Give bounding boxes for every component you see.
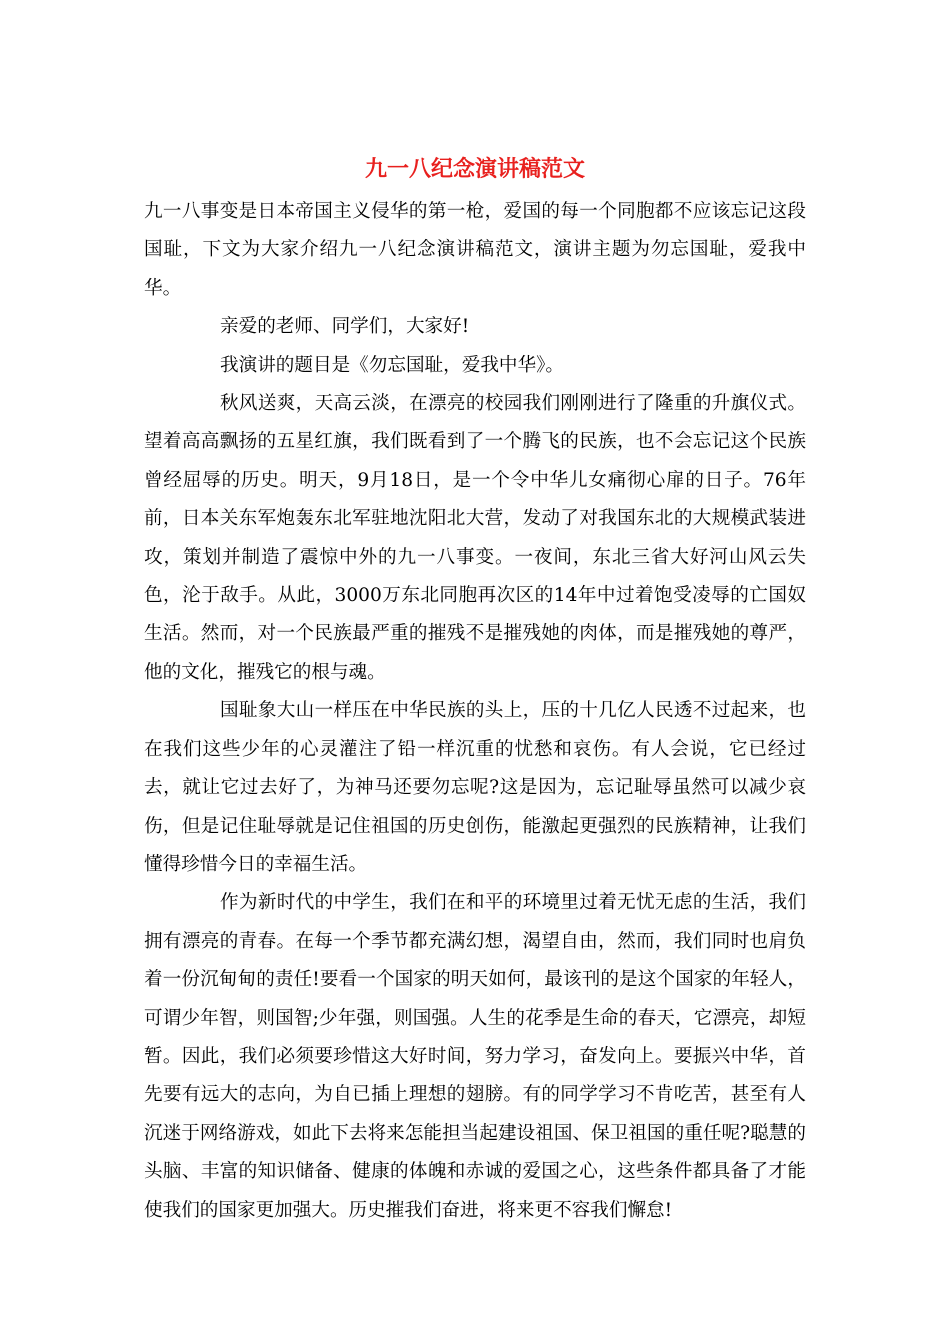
paragraph-topic: 我演讲的题目是《勿忘国耻，爱我中华》。 bbox=[220, 354, 564, 376]
paragraph-greeting: 亲爱的老师、同学们，大家好! bbox=[220, 316, 470, 338]
document-title: 九一八纪念演讲稿范文 bbox=[364, 156, 585, 182]
paragraph-intro: 九一八事变是日本帝国主义侵华的第一枪，爱国的每一个同胞都不应该忘记这段国耻，下文为大家介绍九一八纪念演讲稿范文，演讲主题为勿忘国耻，爱我中华。 bbox=[144, 201, 806, 299]
paragraph-responsibility: 作为新时代的中学生，我们在和平的环境里过着无忧无虑的生活，我们拥有漂亮的青春。在每一个季节都充满幻想，渴望自由，然而，我们同时也肩负着一份沉甸甸的责任!要看一个国家的明天如何，最该刊的是这个国家的年轻人，可谓少年智，则国智;少年强，则国强。人生的花季是生命的春天，它漂亮，却短暂。因此，我们必须要珍惜这大好时间，努力学习，奋发向上。要振兴中华，首先要有远大的志向，为自已插上理想的翅膀。有的同学学习不肯吃苦，甚至有人沉迷于网络游戏，如此下去将来怎能担当起建设祖国、保卫祖国的重任呢?聪慧的头脑、丰富的知识储备、健康的体魄和赤诚的爱国之心，这些条件都具备了才能使我们的国家更加强大。历史摧我们奋进，将来更不容我们懈怠! bbox=[144, 892, 806, 1221]
paragraph-remember: 国耻象大山一样压在中华民族的头上，压的十几亿人民透不过起来，也在我们这些少年的心灵灌注了铅一样沉重的忧愁和哀伤。有人会说，它已经过去，就让它过去好了，为神马还要勿忘呢?这是因为，忘记耻辱虽然可以减少哀伤，但是记住耻辱就是记住祖国的历史创伤，能激起更强烈的民族精神，让我们懂得珍惜今日的幸福生活。 bbox=[144, 700, 806, 875]
document-body bbox=[144, 193, 806, 1230]
paragraph-history: 秋风送爽，天高云淡，在漂亮的校园我们刚刚进行了隆重的升旗仪式。望着高高飘扬的五星红旗，我们既看到了一个腾飞的民族，也不会忘记这个民族曾经屈辱的历史。明天，9月18日，是一个令中华儿女痛彻心扉的日子。76年前，日本关东军炮轰东北军驻地沈阳北大营，发动了对我国东北的大规模武装进攻，策划并制造了震惊中外的九一八事变。一夜间，东北三省大好河山风云失色，沦于敌手。从此，3000万东北同胞再次区的14年中过着饱受凌辱的亡国奴生活。然而，对一个民族最严重的摧残不是摧残她的肉体，而是摧残她的尊严，他的文化，摧残它的根与魂。 bbox=[144, 393, 806, 683]
